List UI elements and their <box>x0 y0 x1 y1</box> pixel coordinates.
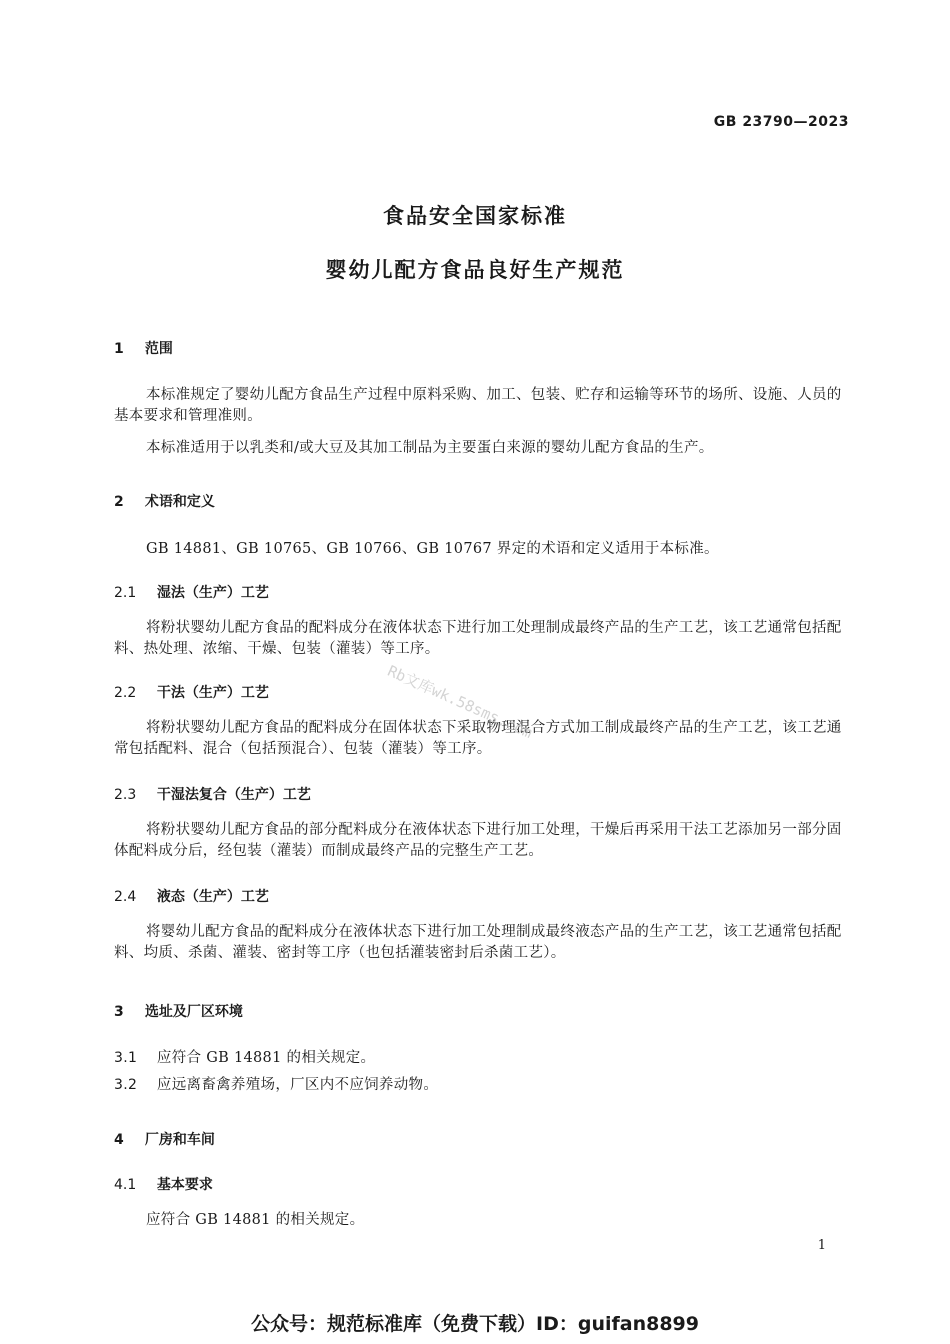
section-4-1-heading <box>114 1174 213 1194</box>
document-title-line2: 婴幼儿配方食品良好生产规范 <box>325 258 625 282</box>
section-title: 选址及厂区环境 <box>144 1004 243 1020</box>
subsection-number: 4.1 <box>114 1177 137 1193</box>
section-2-4-heading <box>114 886 269 906</box>
subsection-number: 2.3 <box>114 787 137 803</box>
section-1-paragraph-2: 本标准适用于以乳类和/或大豆及其加工制品为主要蛋白来源的婴幼儿配方食品的生产。 <box>146 440 714 456</box>
section-number: 2 <box>114 494 124 510</box>
section-number: 3 <box>114 1004 124 1020</box>
footer-banner: 公众号：规范标准库（免费下载）ID：guifan8899 <box>251 1313 699 1335</box>
section-2-3-text: 将粉状婴幼儿配方食品的部分配料成分在液体状态下进行加工处理，干燥后再采用干法工艺添加另一部分固体配料成分后，经包装（灌装）而制成最终产品的完整生产工艺。 <box>114 822 842 859</box>
page-number: 1 <box>817 1238 826 1253</box>
section-4-1-text: 应符合 GB 14881 的相关规定。 <box>146 1212 365 1228</box>
section-4-heading <box>114 1129 215 1149</box>
subsection-number: 2.1 <box>114 585 137 601</box>
section-2-heading <box>114 491 215 511</box>
section-2-2-heading <box>114 682 269 702</box>
subsection-text: 应远离畜禽养殖场，厂区内不应饲养动物。 <box>156 1077 439 1093</box>
subsection-title: 干湿法复合（生产）工艺 <box>156 787 311 803</box>
section-title: 范围 <box>144 341 173 357</box>
section-2-4-text: 将婴幼儿配方食品的配料成分在液体状态下进行加工处理制成最终液态产品的生产工艺，该工艺通常包括配料、均质、杀菌、灌装、密封等工序（也包括灌装密封后杀菌工艺）。 <box>114 924 842 961</box>
section-3-2 <box>114 1075 438 1096</box>
section-1-heading <box>114 338 173 358</box>
section-title: 术语和定义 <box>144 494 215 510</box>
section-number: 4 <box>114 1132 124 1148</box>
section-2-2-text: 将粉状婴幼儿配方食品的配料成分在固体状态下采取物理混合方式加工制成最终产品的生产工艺，该工艺通常包括配料、混合（包括预混合）、包装（灌装）等工序。 <box>114 720 842 757</box>
section-2-3-heading <box>114 784 311 804</box>
subsection-number: 3.2 <box>114 1077 138 1093</box>
section-1-paragraph-1: 本标准规定了婴幼儿配方食品生产过程中原料采购、加工、包装、贮存和运输等环节的场所、设施、人员的基本要求和管理准则。 <box>114 387 842 424</box>
watermark-text: Rb文库wk.58sms.com <box>384 661 536 742</box>
document-title-line1: 食品安全国家标准 <box>383 204 567 228</box>
section-title: 厂房和车间 <box>144 1132 215 1148</box>
section-2-1-heading <box>114 582 269 602</box>
subsection-number: 2.4 <box>114 889 137 905</box>
subsection-title: 液态（生产）工艺 <box>156 889 269 905</box>
subsection-text: 应符合 GB 14881 的相关规定。 <box>156 1050 376 1066</box>
subsection-title: 湿法（生产）工艺 <box>156 585 269 601</box>
subsection-title: 干法（生产）工艺 <box>156 685 269 701</box>
section-3-heading <box>114 1001 243 1021</box>
section-3-1 <box>114 1048 375 1069</box>
section-2-1-text: 将粉状婴幼儿配方食品的配料成分在液体状态下进行加工处理制成最终产品的生产工艺，该工艺通常包括配料、热处理、浓缩、干燥、包装（灌装）等工序。 <box>114 620 842 657</box>
subsection-number: 2.2 <box>114 685 137 701</box>
subsection-number: 3.1 <box>114 1050 138 1066</box>
section-2-paragraph-1: GB 14881、GB 10765、GB 10766、GB 10767 界定的术语和定义适用于本标准。 <box>146 541 719 557</box>
section-number: 1 <box>114 341 124 357</box>
standard-number: GB 23790—2023 <box>713 114 849 130</box>
subsection-title: 基本要求 <box>156 1177 213 1193</box>
